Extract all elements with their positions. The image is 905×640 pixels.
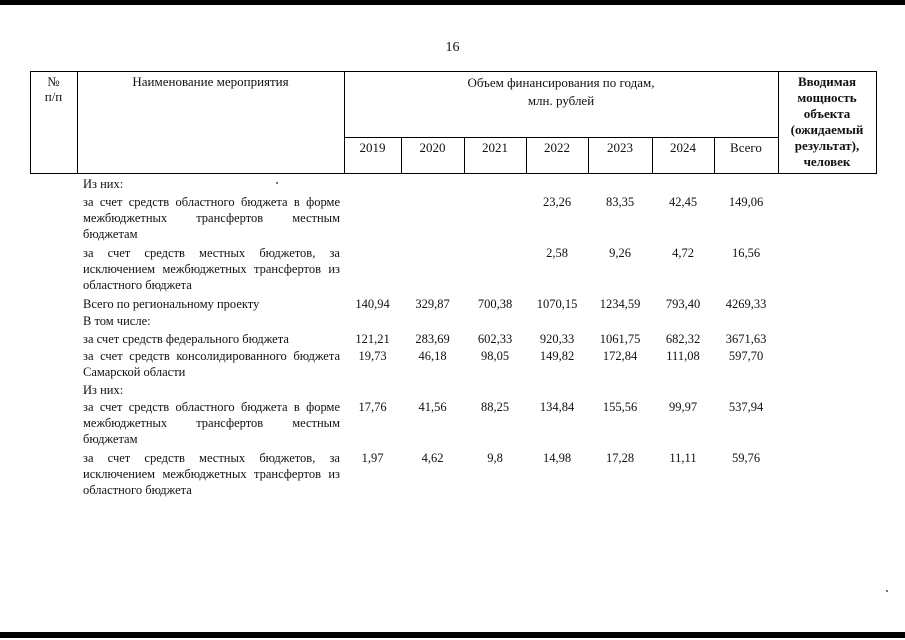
row-value: 149,06 <box>728 195 764 209</box>
scan-speck <box>276 182 278 184</box>
row-value: 88,25 <box>480 400 510 414</box>
bottom-border <box>0 632 905 638</box>
row-value: 111,08 <box>666 349 700 363</box>
header-year: 2023 <box>607 140 633 155</box>
row-value: 3671,63 <box>725 332 767 346</box>
row-value: 149,82 <box>539 349 575 363</box>
row-value: 83,35 <box>605 195 635 209</box>
header-year: 2020 <box>419 140 446 155</box>
row-value: 134,84 <box>539 400 575 414</box>
row-value: 41,56 <box>418 400 447 414</box>
header-name: Наименование мероприятия <box>132 74 289 89</box>
row-value: 17,76 <box>358 400 387 414</box>
row-label: В том числе: <box>83 314 151 328</box>
row-value: 121,21 <box>355 332 390 346</box>
row-value: 4269,33 <box>725 297 767 311</box>
row-value: 2,58 <box>546 246 568 260</box>
scan-speck <box>886 590 888 592</box>
page-number: 16 <box>445 40 460 55</box>
row-label: за счет средств местных бюджетов, за исключением межбюджетных трансфертов из областного бюджета <box>83 246 340 292</box>
row-label: за счет средств областного бюджета в форме межбюджетных трансфертов местным бюджетам <box>83 195 340 241</box>
row-value: 4,62 <box>421 451 444 465</box>
row-value: 1070,15 <box>536 297 578 311</box>
row-value: 597,70 <box>728 349 764 363</box>
row-value: 19,73 <box>358 349 387 363</box>
row-value: 11,11 <box>669 451 697 465</box>
row-label: за счет средств федерального бюджета <box>83 332 289 346</box>
row-value: 1234,59 <box>599 297 641 311</box>
header-capacity: Вводимая мощность объекта (ожидаемый результат), человек <box>790 74 864 169</box>
row-value: 329,87 <box>415 297 450 311</box>
header-year: 2024 <box>670 140 696 155</box>
row-value: 172,84 <box>602 349 638 363</box>
header-funding: Объем финансирования по годам, млн. рублей <box>467 75 655 108</box>
row-value: 99,97 <box>668 400 698 414</box>
header-year: 2021 <box>482 140 508 155</box>
row-value: 9,26 <box>609 246 631 260</box>
row-value: 700,38 <box>477 297 513 311</box>
row-value: 59,76 <box>731 451 761 465</box>
row-value: 16,56 <box>731 246 761 260</box>
row-value: 14,98 <box>542 451 572 465</box>
row-value: 920,33 <box>539 332 575 346</box>
row-label: Всего по региональному проекту <box>83 297 260 311</box>
row-value: 17,28 <box>605 451 635 465</box>
row-label: за счет средств местных бюджетов, за исключением межбюджетных трансфертов из областного бюджета <box>83 451 340 497</box>
row-value: 23,26 <box>542 195 572 209</box>
row-value: 42,45 <box>668 195 698 209</box>
header-year: 2022 <box>544 140 570 155</box>
row-value: 793,40 <box>665 297 701 311</box>
row-value: 46,18 <box>418 349 447 363</box>
row-label: Из них: <box>83 177 124 191</box>
row-value: 98,05 <box>480 349 510 363</box>
row-label: Из них: <box>83 383 124 397</box>
row-value: 4,72 <box>672 246 694 260</box>
row-value: 9,8 <box>487 451 503 465</box>
row-value: 140,94 <box>355 297 390 311</box>
row-value: 1,97 <box>361 451 384 465</box>
row-value: 602,33 <box>477 332 513 346</box>
row-value: 682,32 <box>665 332 701 346</box>
header-num: № п/п <box>44 74 63 104</box>
row-label: за счет средств областного бюджета в форме межбюджетных трансфертов местным бюджетам <box>83 400 340 446</box>
header-year: 2019 <box>359 140 386 155</box>
row-value: 1061,75 <box>599 332 641 346</box>
header-year: Всего <box>730 140 762 155</box>
row-value: 155,56 <box>602 400 638 414</box>
row-value: 537,94 <box>728 400 764 414</box>
top-border <box>0 0 905 5</box>
row-value: 283,69 <box>415 332 450 346</box>
row-label: за счет средств консолидированного бюджета Самарской области <box>83 349 340 379</box>
